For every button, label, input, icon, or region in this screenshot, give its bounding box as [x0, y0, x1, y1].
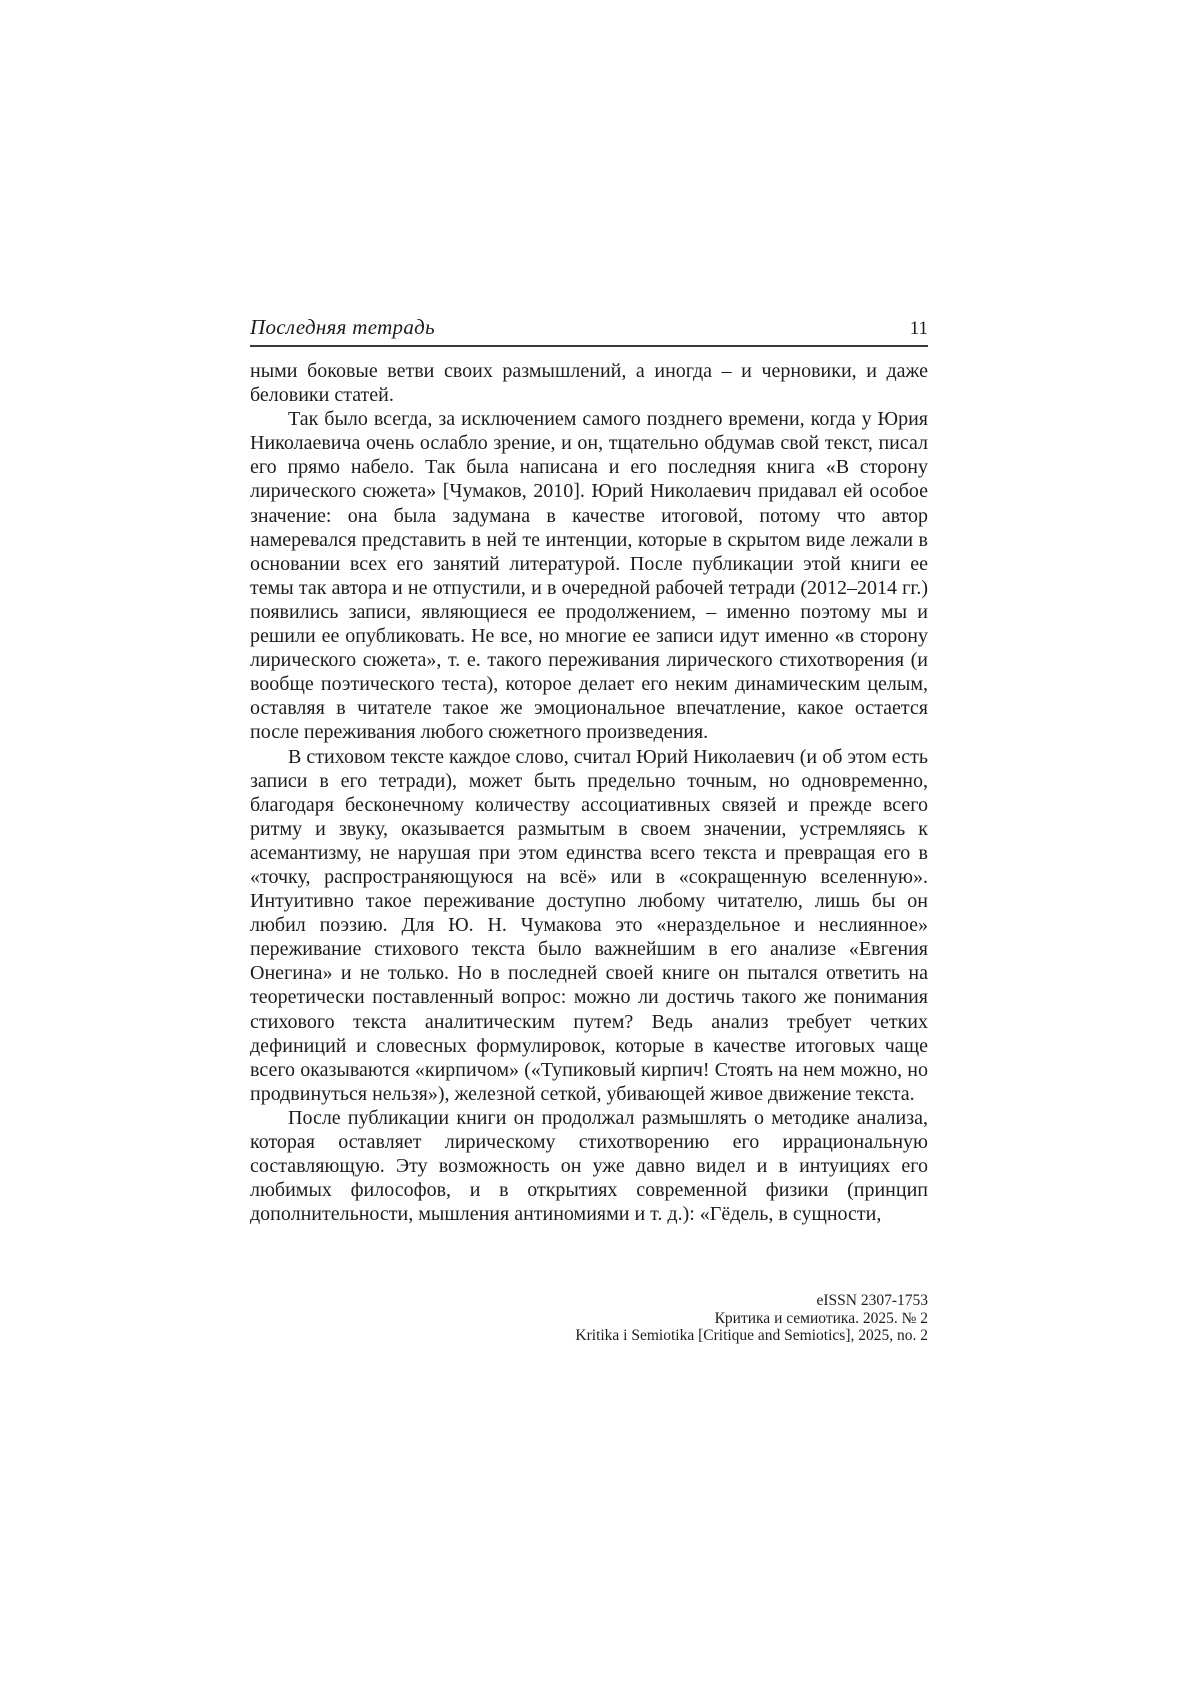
footer-line-journal-en: Kritika i Semiotika [Critique and Semiotics], 2025, no. 2 [575, 1327, 928, 1344]
running-head-title: Последняя тетрадь [250, 315, 435, 339]
body-text [250, 359, 928, 1226]
page-number: 11 [909, 318, 928, 339]
paragraph: После публикации книги он продолжал размышлять о методике анализа, которая оставляет лирическому стихотворению его иррациональную составляющую. Эту возможность он уже давно видел и в интуициях его любимых философов, и в открытиях современной физики (принцип дополнительности, мышления антиномиями и т. д.): «Гёдель, в сущности, [250, 1106, 928, 1226]
paragraph: Так было всегда, за исключением самого позднего времени, когда у Юрия Николаевича очень ослабло зрение, и он, тщательно обдумав свой текст, писал его прямо набело. Так была написана и его последняя книга «В сторону лирического сюжета» [Чумаков, 2010]. Юрий Николаевич придавал ей особое значение: она была задумана в качестве итоговой, потому что автор намеревался представить в ней те интенции, которые в скрытом виде лежали в основании всех его занятий литературой. После публикации этой книги ее темы так автора и не отпустили, и в очередной рабочей тетради (2012–2014 гг.) появились записи, являющиеся ее продолжением, – именно поэтому мы и решили ее опубликовать. Не все, но многие ее записи идут именно «в сторону лирического сюжета», т. е. такого переживания лирического стихотворения (и вообще поэтического теста), которое делает его неким динамическим целым, оставляя в читателе такое же эмоциональное впечатление, какое остается после переживания любого сюжетного произведения. [250, 408, 928, 744]
footer-imprint [250, 1292, 928, 1345]
paragraph: ными боковые ветви своих размышлений, а иногда – и черновики, и даже беловики статей. [250, 360, 928, 407]
footer-line-eissn: eISSN 2307-1753 [816, 1292, 928, 1309]
running-header [250, 310, 928, 347]
footer-line-journal-ru: Критика и семиотика. 2025. № 2 [714, 1309, 928, 1327]
paragraph: В стиховом тексте каждое слово, считал Юрий Николаевич (и об этом есть записи в его тетради), может быть предельно точным, но одновременно, благодаря бесконечному количеству ассоциативных связей и прежде всего ритму и звуку, оказывается размытым в своем значении, устремляясь к асемантизму, не нарушая при этом единства всего текста и превращая его в «точку, распространяющуюся на всё» или в «сокращенную вселенную». Интуитивно такое переживание доступно любому читателю, лишь бы он любил поэзию. Для Ю. Н. Чумакова это «нераздельное и неслиянное» переживание стихового текста было важнейшим в его анализе «Евгения Онегина» и не только. Но в последней своей книге он пытался ответить на теоретически поставленный вопрос: можно ли достичь такого же понимания стихового текста аналитическим путем? Ведь анализ требует четких дефиниций и словесных формулировок, которые в качестве итоговых чаще всего оказываются «кирпичом» («Тупиковый кирпич! Стоять на нем можно, но продвинуться нельзя»), железной сеткой, убивающей живое движение текста. [250, 745, 928, 1105]
